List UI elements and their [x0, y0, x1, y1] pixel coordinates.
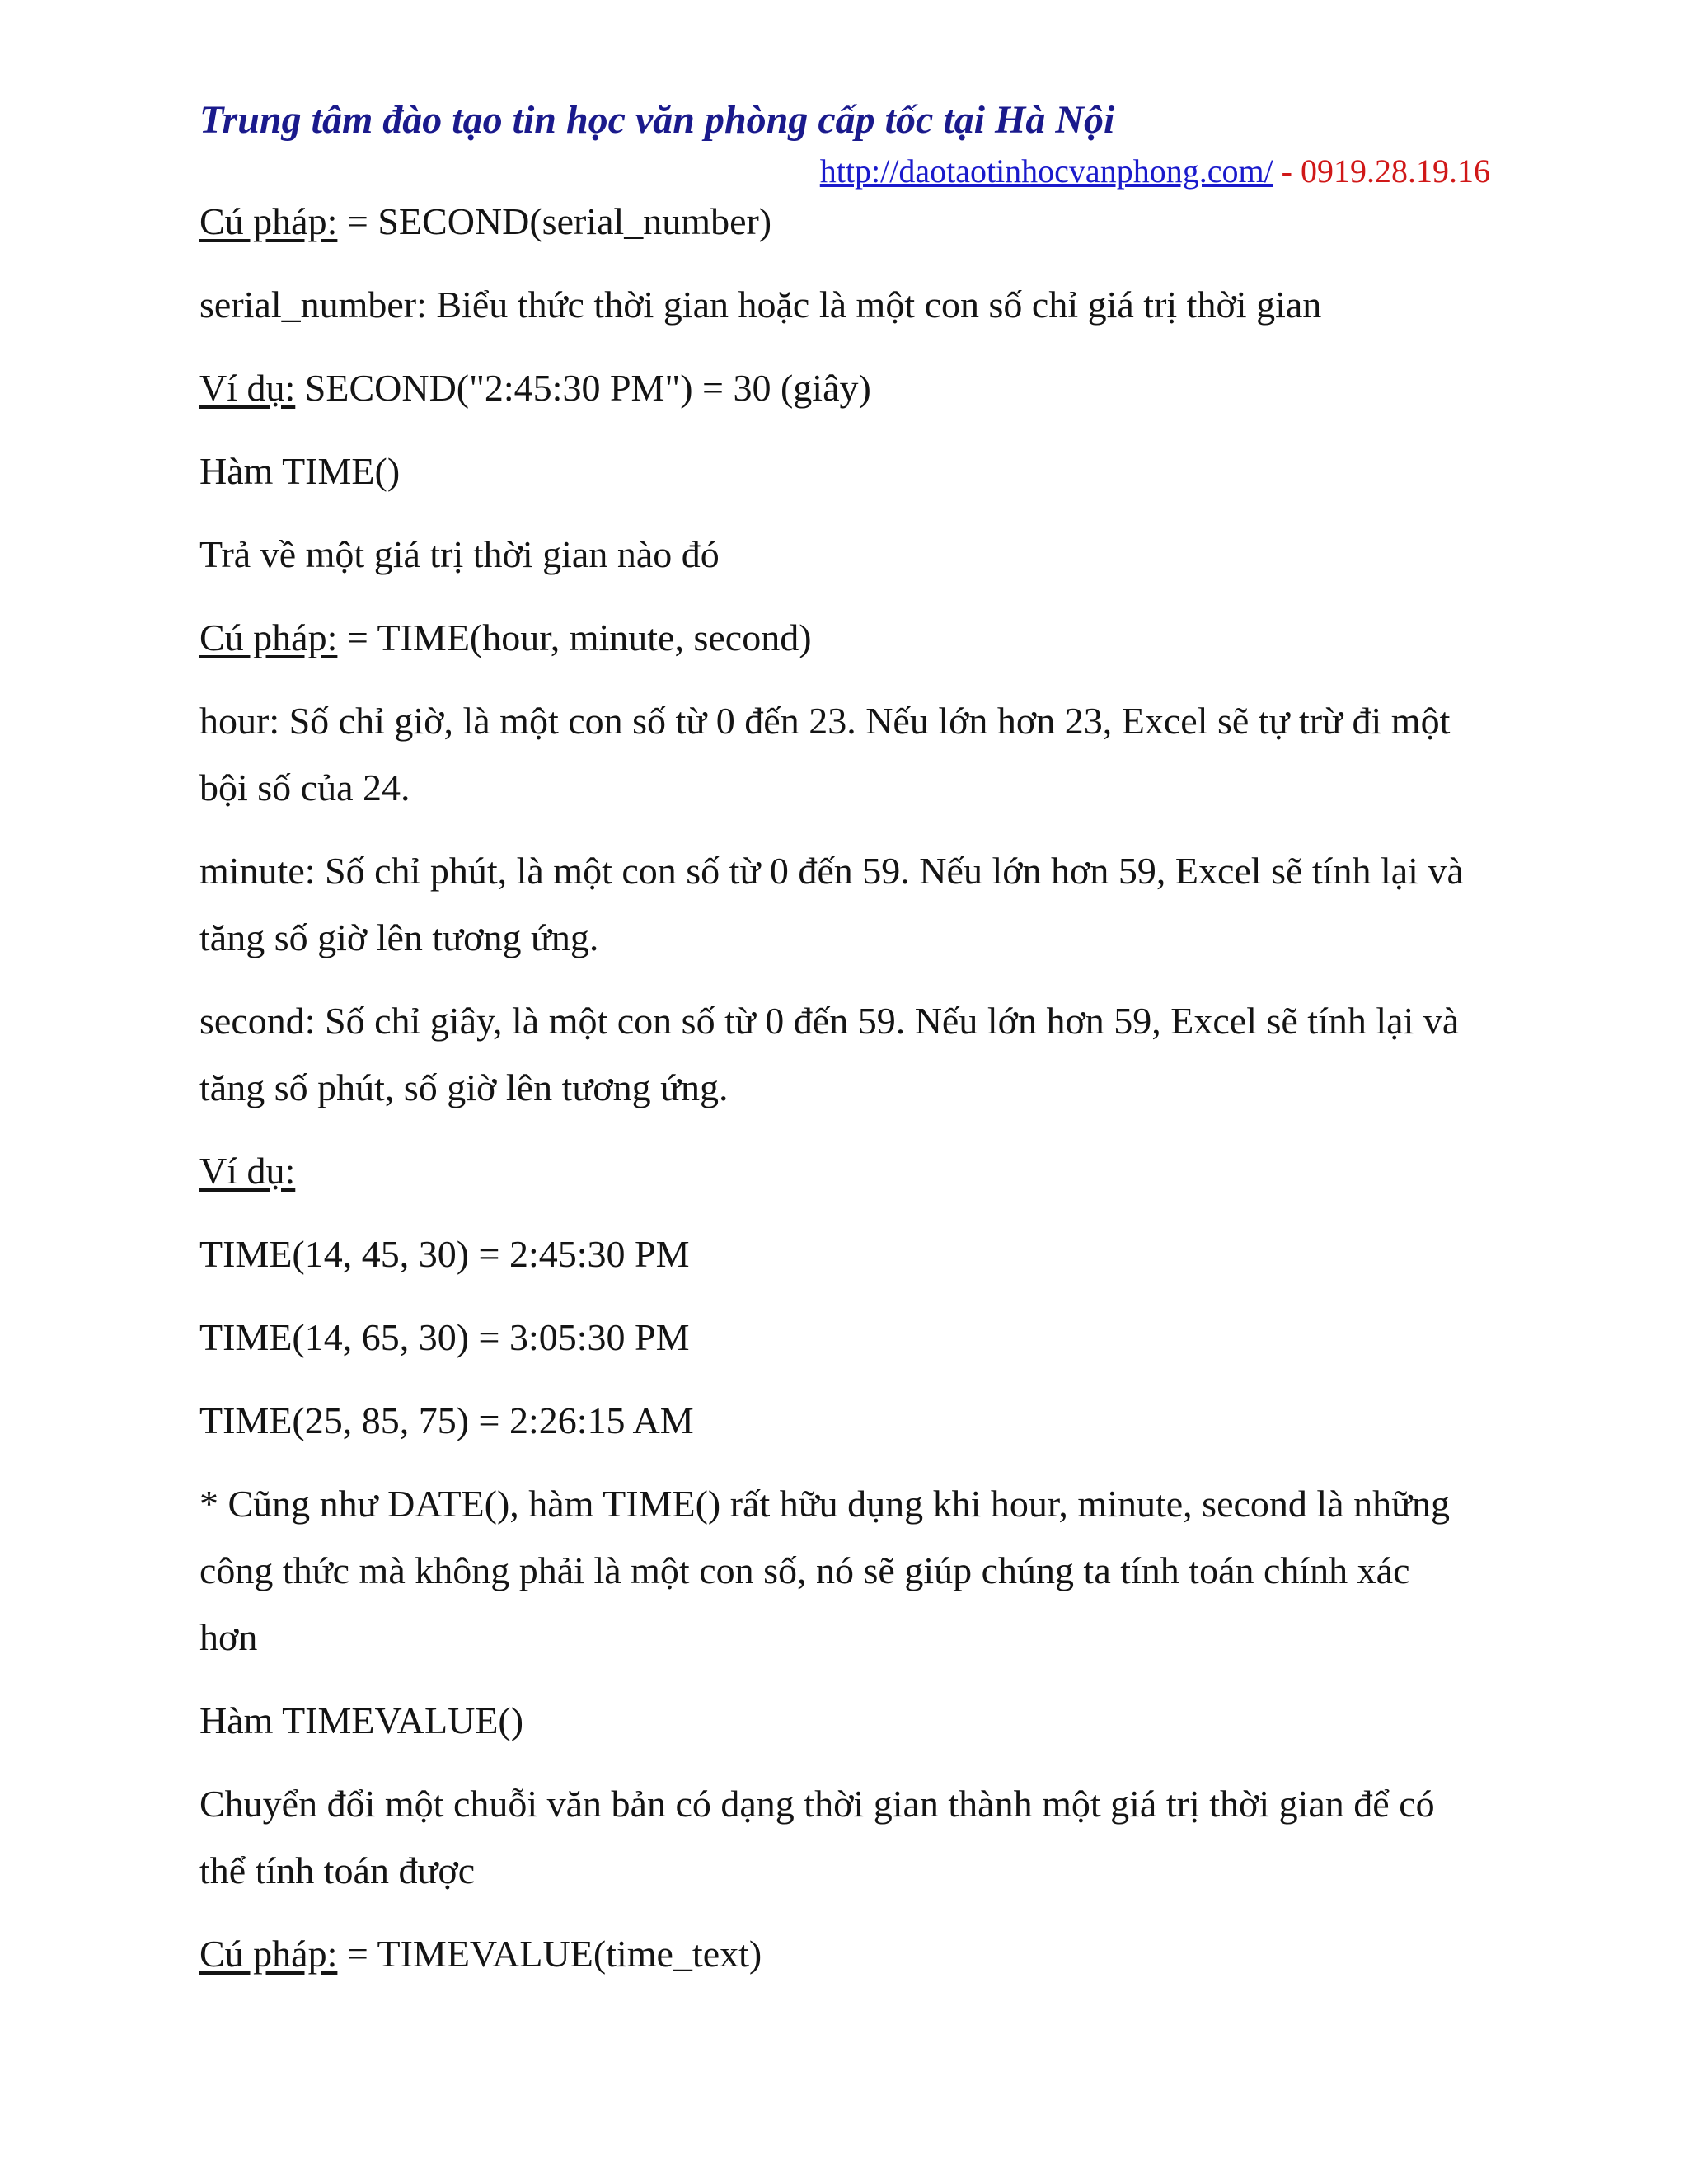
line-text: = TIME(hour, minute, second) — [337, 616, 812, 658]
heading-time-function — [199, 449, 400, 493]
line-text: TIME(14, 45, 30) = 2:45:30 PM — [199, 1233, 690, 1275]
line-text: = SECOND(serial_number) — [337, 200, 772, 242]
line-text: Chuyển đổi một chuỗi văn bản có dạng thời gian thành một giá trị thời gian để có — [199, 1783, 1435, 1825]
paragraph-line — [199, 699, 1450, 743]
syntax-label: Cú pháp: — [199, 616, 338, 658]
line-text: serial_number: Biểu thức thời gian hoặc là một con số chỉ giá trị thời gian — [199, 284, 1322, 326]
line-text: TIME(14, 65, 30) = 3:05:30 PM — [199, 1316, 690, 1358]
syntax-line-time — [199, 616, 812, 659]
syntax-line-second — [199, 199, 771, 243]
website-link[interactable]: http://daotaotinhocvanphong.com/ — [819, 152, 1273, 190]
example-formula — [199, 1232, 690, 1276]
paragraph-line — [199, 1066, 729, 1109]
line-text: Trả về một giá trị thời gian nào đó — [199, 533, 720, 575]
line-text: thể tính toán được — [199, 1849, 476, 1891]
paragraph-line — [199, 1849, 475, 1892]
line-text: = TIMEVALUE(time_text) — [337, 1933, 762, 1975]
paragraph-line — [199, 1615, 257, 1659]
paragraph-line — [199, 849, 1464, 893]
line-text: hour: Số chỉ giờ, là một con số từ 0 đến 23. Nếu lớn hơn 23, Excel sẽ tự trừ đi một — [199, 700, 1451, 742]
example-line-time — [199, 1149, 295, 1193]
line-text: Hàm TIMEVALUE() — [199, 1699, 524, 1741]
phone-number: 0919.28.19.16 — [1301, 152, 1490, 190]
heading-timevalue-function — [199, 1699, 523, 1742]
line-text: second: Số chỉ giây, là một con số từ 0 đến 59. Nếu lớn hơn 59, Excel sẽ tính lại và — [199, 1000, 1460, 1042]
syntax-line-timevalue — [199, 1932, 762, 1975]
line-text: tăng số phút, số giờ lên tương ứng. — [199, 1066, 729, 1108]
example-line-second — [199, 366, 871, 410]
header-separator: - — [1273, 152, 1301, 190]
paragraph-line — [199, 1782, 1435, 1825]
header-contact — [820, 152, 1490, 190]
syntax-label: Cú pháp: — [199, 1933, 338, 1975]
line-text: hơn — [199, 1616, 258, 1658]
header-title: Trung tâm đào tạo tin học văn phòng cấp tốc tại Hà Nội — [199, 98, 1115, 142]
paragraph-line — [199, 916, 598, 959]
example-formula — [199, 1399, 694, 1442]
line-text: * Cũng như DATE(), hàm TIME() rất hữu dụng khi hour, minute, second là những — [199, 1483, 1451, 1525]
line-text: minute: Số chỉ phút, là một con số từ 0 đến 59. Nếu lớn hơn 59, Excel sẽ tính lại và — [199, 850, 1464, 892]
line-text: tăng số giờ lên tương ứng. — [199, 916, 599, 958]
example-label: Ví dụ: — [199, 367, 296, 409]
example-label: Ví dụ: — [199, 1150, 296, 1192]
paragraph-line — [199, 766, 410, 809]
example-formula — [199, 1315, 690, 1359]
line-text: TIME(25, 85, 75) = 2:26:15 AM — [199, 1399, 694, 1441]
line-text: Hàm TIME() — [199, 450, 401, 492]
line-text: SECOND("2:45:30 PM") = 30 (giây) — [295, 367, 871, 409]
line-text: bội số của 24. — [199, 766, 410, 808]
syntax-label: Cú pháp: — [199, 200, 338, 242]
line-text: công thức mà không phải là một con số, nó sẽ giúp chúng ta tính toán chính xác — [199, 1549, 1410, 1591]
paragraph-line — [199, 283, 1321, 326]
paragraph-line — [199, 1549, 1410, 1592]
paragraph-line — [199, 999, 1459, 1043]
paragraph-line — [199, 532, 720, 576]
paragraph-line — [199, 1482, 1450, 1526]
